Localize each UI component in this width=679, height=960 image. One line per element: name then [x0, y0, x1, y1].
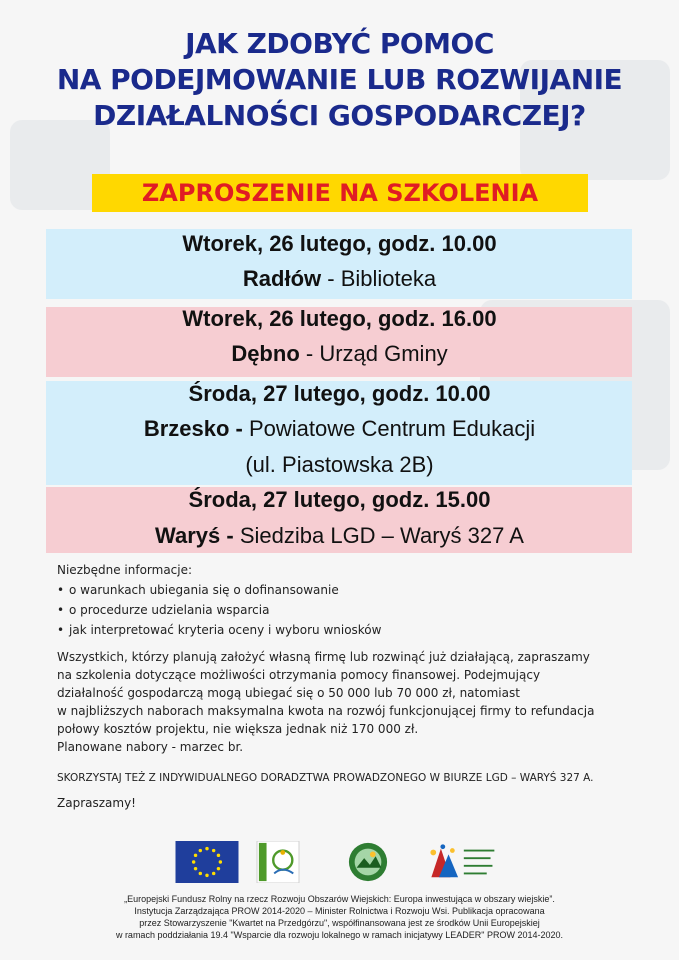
- paragraph-line: działalność gospodarczą mogą ubiegać się o 50 000 lub 70 000 zł, natomiast: [57, 686, 520, 700]
- info-item: • jak interpretować kryteria oceny i wyboru wniosków: [57, 620, 657, 640]
- paragraph-line: Wszystkich, którzy planują założyć własną firmę lub rozwinąć już działającą, zapraszamy: [57, 650, 590, 664]
- event-2-place: Dębno - Urząd Gminy: [231, 341, 448, 366]
- event-4-date: Środa, 27 lutego, godz. 15.00: [188, 487, 491, 512]
- event-1-place: Radłów - Biblioteka: [242, 266, 437, 291]
- page-title: [0, 26, 679, 134]
- description-paragraph: [57, 648, 657, 756]
- footer-line: w ramach poddziałania 19.4 "Wsparcie dla rozwoju lokalnego w ramach inicjatywy LEADER" PROW 2014-2020.: [115, 930, 564, 940]
- title-line-2: NA PODEJMOWANIE LUB ROZWIJANIE: [56, 63, 623, 96]
- title-line-1: JAK ZDOBYĆ POMOC: [185, 27, 494, 60]
- info-list: [57, 580, 657, 640]
- lgd-round-logo-icon: [346, 841, 390, 883]
- required-info: [57, 560, 657, 640]
- footer-text: [0, 893, 679, 941]
- prow-logo-icon: [420, 841, 500, 883]
- footer-line: przez Stowarzyszenie "Kwartet na Przedgórzu", współfinansowana jest ze środków Unii Europejskiej: [139, 918, 540, 928]
- event-4-place: Waryś - Siedziba LGD – Waryś 327 A: [155, 523, 524, 548]
- info-item: • o procedurze udzielania wsparcia: [57, 600, 657, 620]
- eu-flag-icon: [174, 841, 240, 883]
- invitation-banner: ZAPROSZENIE NA SZKOLENIA: [92, 174, 588, 212]
- event-1-date: Wtorek, 26 lutego, godz. 10.00: [182, 231, 497, 256]
- paragraph-line: na szkolenia dotyczące możliwości otrzymania pomocy finansowej. Podejmujący: [57, 668, 541, 682]
- paragraph-line: Planowane nabory - marzec br.: [57, 740, 244, 754]
- leader-logo-icon: [256, 841, 300, 883]
- paragraph-line: w najbliższych naborach maksymalna kwota na rozwój funkcjonującej firmy to refundacja: [57, 704, 595, 718]
- footer-line: „Europejski Fundusz Rolny na rzecz Rozwoju Obszarów Wiejskich: Europa inwestująca w obszary wiejskie”.: [124, 894, 555, 904]
- event-2-date: Wtorek, 26 lutego, godz. 16.00: [182, 306, 497, 331]
- info-item: • o warunkach ubiegania się o dofinansowanie: [57, 580, 657, 600]
- paragraph-line: połowy kosztów projektu, nie większa jednak niż 170 000 zł.: [57, 722, 419, 736]
- invite-text: Zapraszamy!: [57, 796, 136, 810]
- footer-line: Instytucja Zarządzająca PROW 2014-2020 – Minister Rolnictwa i Rozwoju Wsi. Publikacja opracowana: [134, 906, 545, 916]
- event-3-date: Środa, 27 lutego, godz. 10.00: [188, 381, 491, 406]
- event-3-address: (ul. Piastowska 2B): [245, 452, 434, 477]
- advisory-note: SKORZYSTAJ TEŻ Z INDYWIDUALNEGO DORADZTWA PROWADZONEGO W BIURZE LGD – WARYŚ 327 A.: [57, 772, 594, 784]
- title-line-3: DZIAŁALNOŚCI GOSPODARCZEJ?: [93, 99, 586, 132]
- info-heading: Niezbędne informacje:: [57, 563, 193, 577]
- logo-strip: [150, 835, 530, 883]
- event-3-place: Brzesko - Powiatowe Centrum Edukacji: [143, 416, 536, 441]
